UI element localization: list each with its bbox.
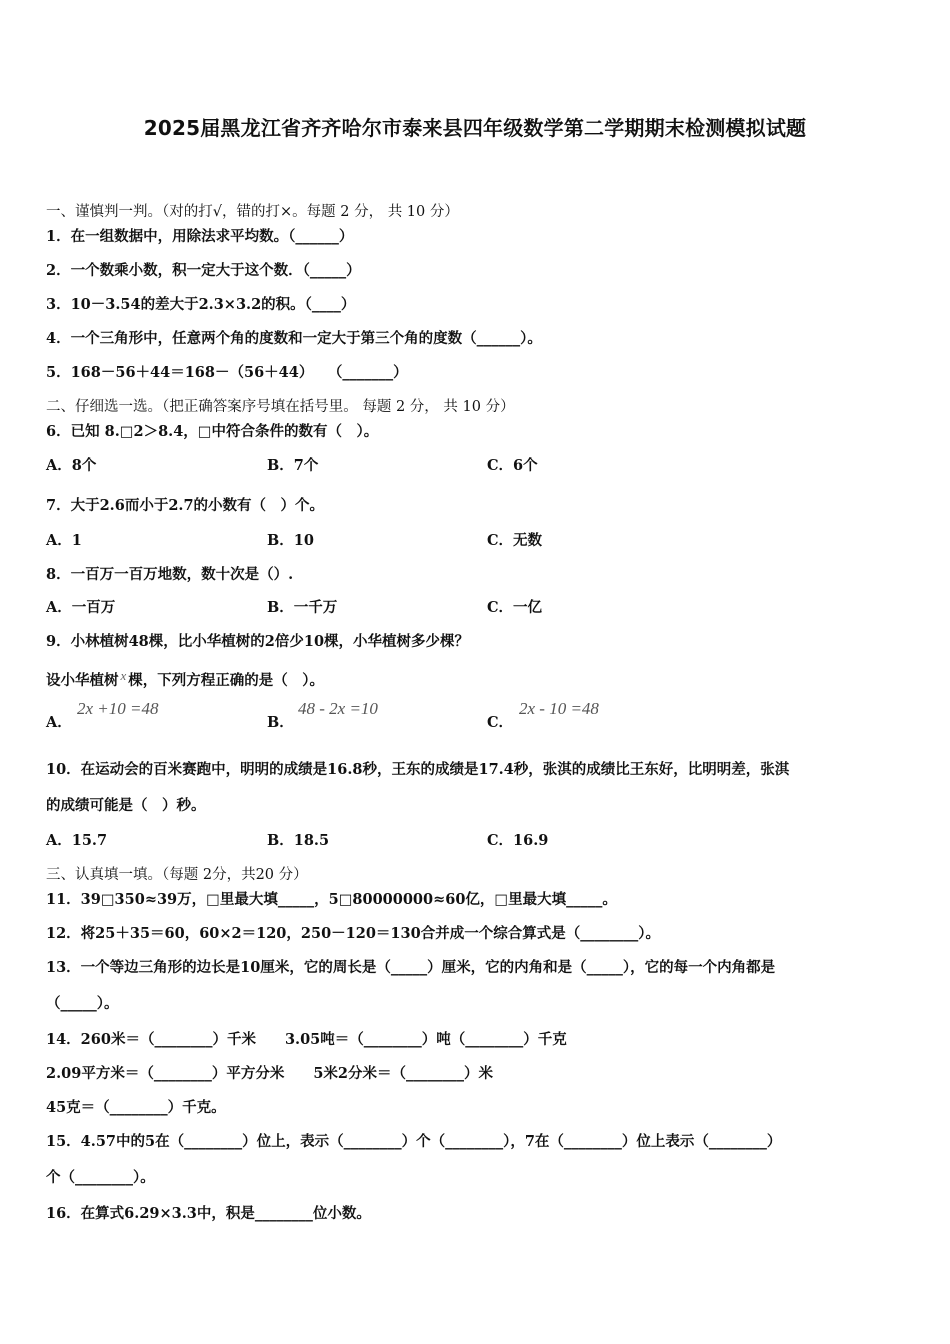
q9-equation-b: 48 - 2x =10: [298, 699, 378, 718]
q10-option-c: C．16.9: [487, 832, 549, 849]
q9-equation-c: 2x - 10 =48: [519, 699, 599, 718]
question-12: 12．将25＋35＝60，60×2＝120，250－120＝130合并成一个综合算式是（________）。: [46, 925, 660, 942]
q6-option-a: A．8个: [46, 457, 97, 474]
section-heading-3: 三、认真填一填。（每题 2分，共20 分）: [46, 867, 308, 883]
q10-option-b: B．18.5: [267, 832, 330, 849]
question-15-line-1: 15．4.57中的5在（________）位上，表示（________）个（________），7在（________）位上表示（________）: [46, 1133, 782, 1150]
question-8: 8．一百万一百万地数，数十次是（）.: [46, 566, 294, 583]
q9-setup-pre: 设小华植树: [46, 672, 119, 689]
question-7: 7．大于2.6而小于2.7的小数有（ ）个。: [46, 497, 325, 514]
section-heading-1: 一、谨慎判一判。（对的打√，错的打×。每题 2 分， 共 10 分）: [46, 204, 459, 220]
q10-option-a: A．15.7: [46, 832, 108, 849]
question-2: 2．一个数乘小数，积一定大于这个数．（_____）: [46, 262, 361, 279]
question-9: 9．小林植树48棵，比小华植树的2倍少10棵，小华植树多少棵？: [46, 633, 470, 650]
q7-option-a: A．1: [46, 532, 82, 549]
question-9-setup: [46, 666, 324, 691]
question-13-line-2: （_____）。: [46, 995, 119, 1012]
q6-option-b: B．7个: [267, 457, 319, 474]
question-13-line-1: 13．一个等边三角形的边长是10厘米，它的周长是（_____）厘米，它的内角和是（_____），它的每一个内角都是: [46, 959, 776, 976]
question-6: 6．已知 8.□2＞8.4，□中符合条件的数有（ ）。: [46, 423, 379, 440]
question-11: 11．39□350≈39万，□里最大填_____，5□80000000≈60亿，□里最大填_____。: [46, 891, 617, 908]
question-14-line-2: 2.09平方米＝（________）平方分米 5米2分米＝（________）米: [46, 1065, 493, 1082]
question-15-line-2: 个（________）。: [46, 1169, 155, 1186]
q9-equation-a: 2x +10 =48: [77, 699, 159, 718]
q6-option-c: C．6个: [487, 457, 538, 474]
question-10-line-1: 10．在运动会的百米赛跑中，明明的成绩是16.8秒，王东的成绩是17.4秒，张淇的成绩比王东好，比明明差，张淇: [46, 761, 790, 778]
question-4: 4．一个三角形中，任意两个角的度数和一定大于第三个角的度数（______）。: [46, 330, 542, 347]
question-5: 5．168－56＋44＝168－（56＋44） （_______）: [46, 364, 408, 381]
question-14-line-1: 14．260米＝（________）千米 3.05吨＝（________）吨（________）千克: [46, 1031, 567, 1048]
q9-option-c: C．: [487, 714, 514, 731]
question-14-line-3: 45克＝（________）千克。: [46, 1099, 226, 1116]
q7-option-b: B．10: [267, 532, 314, 549]
q7-option-c: C．无数: [487, 532, 543, 549]
q9-option-a: A．: [46, 714, 72, 731]
q8-option-c: C．一亿: [487, 599, 543, 616]
q9-variable: x: [120, 668, 127, 683]
q9-setup-post: 棵，下列方程正确的是（ ）。: [128, 672, 325, 689]
question-3: 3．10－3.54的差大于2.3×3.2的积。（____）: [46, 296, 356, 313]
question-10-line-2: 的成绩可能是（ ）秒。: [46, 797, 206, 814]
page-title: 2025届黑龙江省齐齐哈尔市泰来县四年级数学第二学期期末检测模拟试题: [143, 116, 807, 140]
question-1: 1．在一组数据中，用除法求平均数。（______）: [46, 228, 354, 245]
question-16: 16．在算式6.29×3.3中，积是________位小数。: [46, 1205, 371, 1222]
q8-option-a: A．一百万: [46, 599, 116, 616]
q8-option-b: B．一千万: [267, 599, 338, 616]
section-heading-2: 二、仔细选一选。（把正确答案序号填在括号里。 每题 2 分， 共 10 分）: [46, 399, 515, 415]
q9-option-b: B．: [267, 714, 294, 731]
